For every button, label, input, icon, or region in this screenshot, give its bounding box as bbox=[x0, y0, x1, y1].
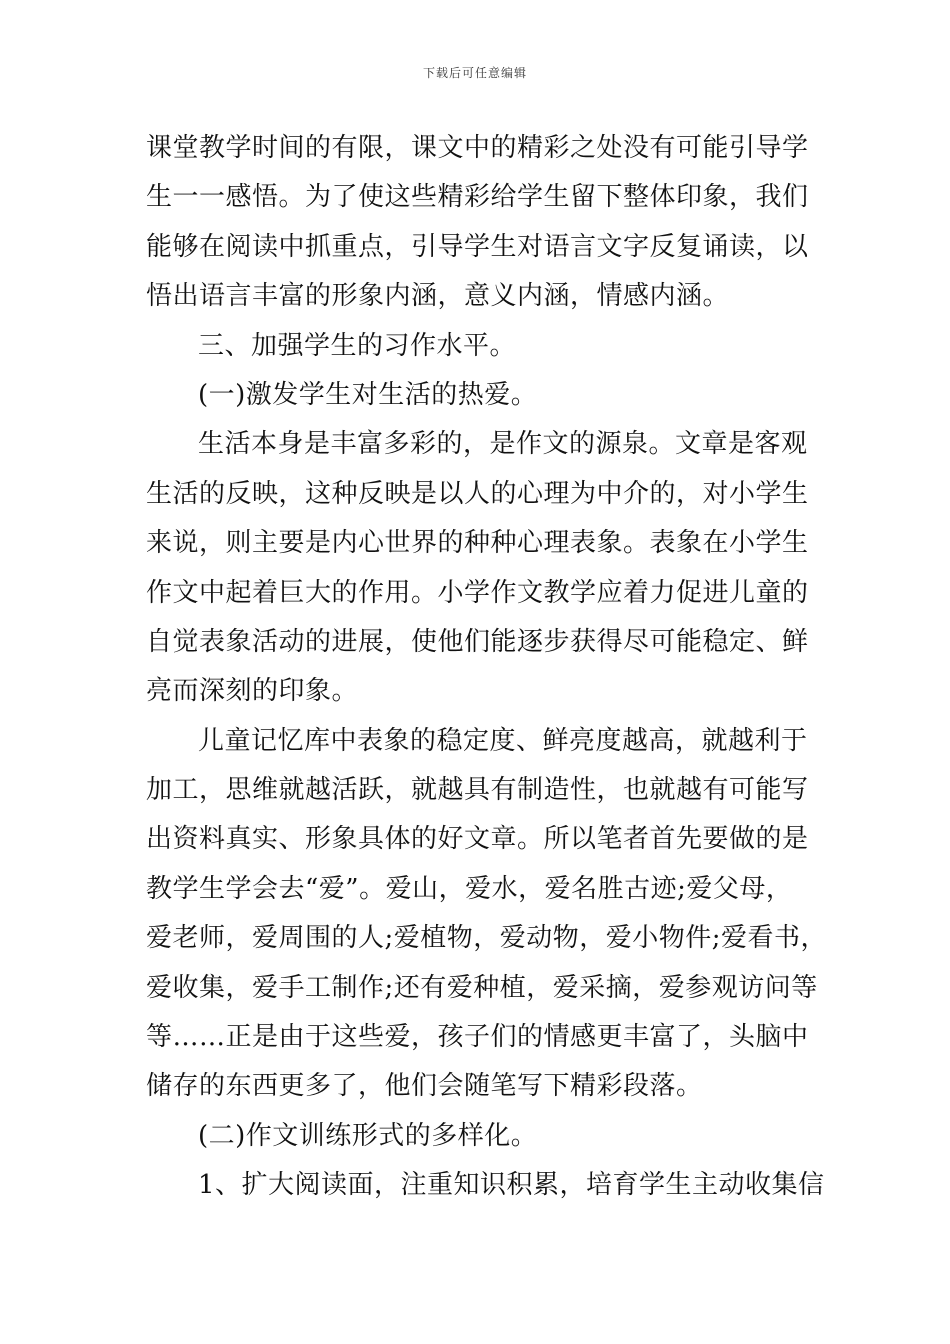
text-line-17: 爱老师，爱周围的人;爱植物，爱动物，爱小物件;爱看书， bbox=[146, 923, 828, 954]
text-line-12: 亮而深刻的印象。 bbox=[146, 676, 359, 707]
text-line-9: 来说，则主要是内心世界的种种心理表象。表象在小学生 bbox=[146, 528, 809, 559]
text-line-1: 课堂教学时间的有限，课文中的精彩之处没有可能引导学 bbox=[146, 133, 809, 163]
document-body bbox=[146, 124, 828, 1211]
text-line-14: 加工，思维就越活跃，就越具有制造性，也就越有可能写 bbox=[146, 775, 809, 806]
text-line-20: 储存的东西更多了，他们会随笔写下精彩段落。 bbox=[146, 1071, 703, 1102]
text-line-18: 爱收集，爱手工制作;还有爱种植，爱采摘，爱参观访问等 bbox=[146, 972, 818, 1003]
section-heading-3: 三、加强学生的习作水平。 bbox=[198, 330, 517, 361]
text-line-19: 等……正是由于这些爱，孩子们的情感更丰富了，头脑中 bbox=[146, 1022, 809, 1053]
text-line-3: 能够在阅读中抓重点，引导学生对语言文字反复诵读，以 bbox=[146, 231, 809, 262]
text-line-4: 悟出语言丰富的形象内涵，意义内涵，情感内涵。 bbox=[146, 281, 730, 312]
subsection-heading-2: (二)作文训练形式的多样化。 bbox=[198, 1120, 538, 1151]
text-line-2: 生一一感悟。为了使这些精彩给学生留下整体印象，我们 bbox=[146, 182, 809, 213]
text-line-11: 自觉表象活动的进展，使他们能逐步获得尽可能稳定、鲜 bbox=[146, 626, 809, 657]
page-header: 下载后可任意编辑 bbox=[422, 66, 527, 80]
text-line-13: 儿童记忆库中表象的稳定度、鲜亮度越高，就越利于 bbox=[198, 725, 808, 756]
text-line-15: 出资料真实、形象具体的好文章。所以笔者首先要做的是 bbox=[146, 824, 809, 855]
text-line-16: 教学生学会去“爱”。爱山，爱水，爱名胜古迹;爱父母， bbox=[146, 873, 793, 904]
text-line-8: 生活的反映，这种反映是以人的心理为中介的，对小学生 bbox=[146, 478, 809, 509]
text-line-7: 生活本身是丰富多彩的，是作文的源泉。文章是客观 bbox=[198, 429, 808, 460]
text-line-10: 作文中起着巨大的作用。小学作文教学应着力促进儿童的 bbox=[146, 577, 809, 608]
subsection-heading-1: (一)激发学生对生活的热爱。 bbox=[198, 379, 538, 410]
text-line-22: 1、扩大阅读面，注重知识积累，培育学生主动收集信 bbox=[198, 1170, 825, 1201]
